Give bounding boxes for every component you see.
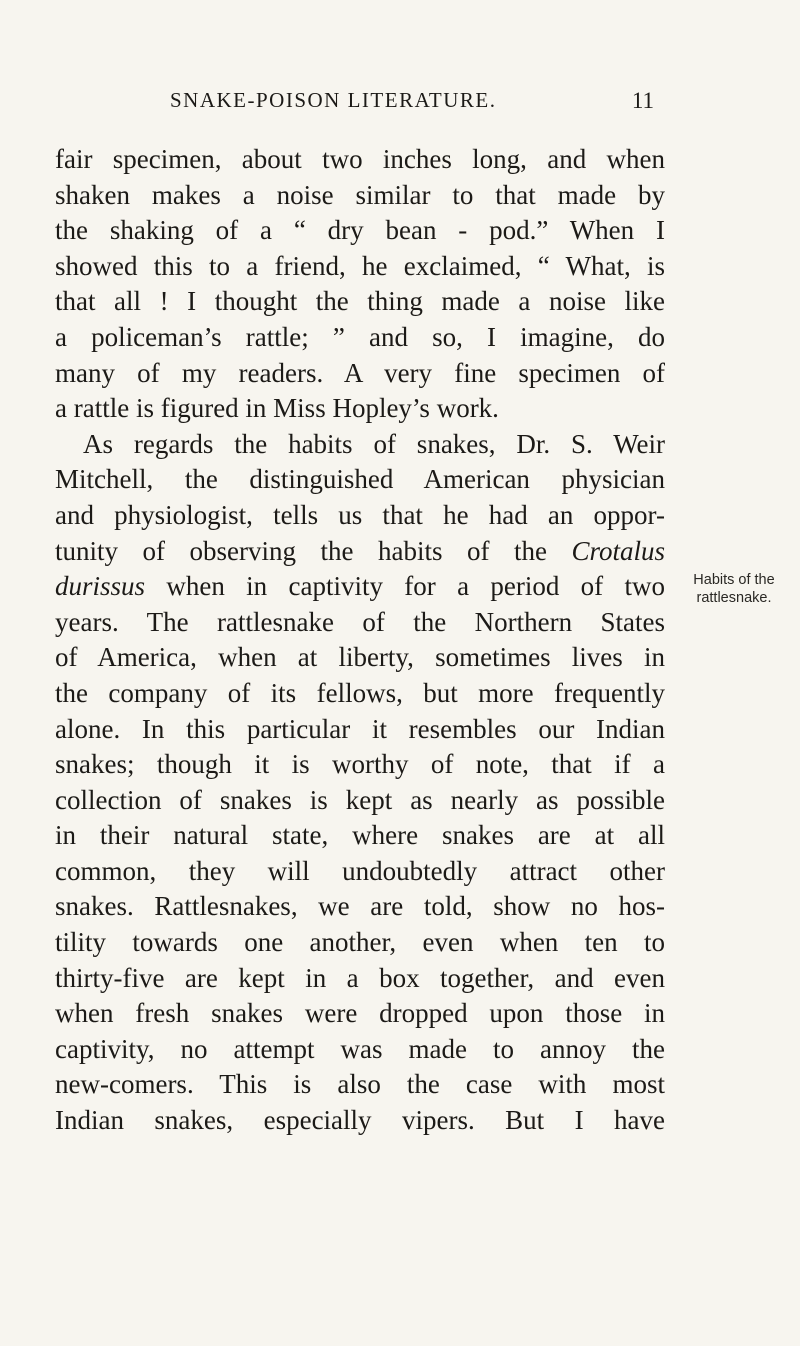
text-line-12-roman: tunity of observing the habits of the — [55, 535, 572, 566]
italic-durissus: durissus — [55, 571, 146, 602]
text-line-5: that all ! I thought the thing made a noise like — [55, 286, 665, 317]
text-line-16: the company of its fellows, but more frequently — [55, 677, 665, 708]
text-line-17: alone. In this particular it resembles our Indian — [55, 713, 665, 744]
italic-crotalus: Crotalus — [571, 535, 665, 566]
text-line-14: years. The rattlesnake of the Northern States — [55, 606, 665, 637]
margin-note — [670, 571, 798, 607]
text-line-26: captivity, no attempt was made to annoy the — [55, 1033, 665, 1064]
text-line-18: snakes; though it is worthy of note, that if a — [55, 749, 665, 780]
text-line-24: thirty-five are kept in a box together, and even — [55, 962, 665, 993]
text-line-22: snakes. Rattlesnakes, we are told, show no hos- — [55, 891, 665, 922]
text-line-10: Mitchell, the distinguished American physician — [55, 464, 665, 495]
running-title: SNAKE-POISON LITERATURE. — [170, 88, 497, 112]
text-line-9: As regards the habits of snakes, Dr. S. Weir — [83, 428, 665, 459]
text-line-20: in their natural state, where snakes are at all — [55, 820, 665, 851]
margin-note-line-2: rattlesnake. — [696, 590, 772, 606]
text-line-12 — [55, 534, 665, 570]
text-line-13-roman: when in captivity for a period of two — [145, 571, 665, 602]
text-line-8: a rattle is figured in Miss Hopley’s work. — [55, 393, 499, 424]
text-line-6: a policeman’s rattle; ” and so, I imagine, do — [55, 321, 665, 352]
text-line-4: showed this to a friend, he exclaimed, “ What, is — [55, 250, 665, 281]
page-number: 11 — [631, 88, 654, 113]
text-line-1: fair specimen, about two inches long, and when — [55, 144, 665, 174]
text-line-3: the shaking of a “ dry bean - pod.” When I — [55, 215, 665, 246]
running-head — [170, 88, 654, 118]
text-line-23: tility towards one another, even when ten to — [55, 927, 665, 958]
text-line-7: many of my readers. A very fine specimen of — [55, 357, 665, 388]
text-line-25: when fresh snakes were dropped upon those in — [55, 998, 665, 1029]
text-line-21: common, they will undoubtedly attract other — [55, 855, 665, 886]
text-line-11: and physiologist, tells us that he had an oppor- — [55, 499, 665, 530]
text-line-28: Indian snakes, especially vipers. But I have — [55, 1105, 665, 1136]
body-text — [55, 142, 665, 1139]
text-line-15: of America, when at liberty, sometimes lives in — [55, 642, 665, 673]
text-line-13 — [55, 569, 665, 605]
text-line-19: collection of snakes is kept as nearly as possible — [55, 784, 665, 815]
text-line-2: shaken makes a noise similar to that made by — [55, 179, 665, 210]
text-line-27: new-comers. This is also the case with most — [55, 1069, 665, 1100]
margin-note-line-1: Habits of the — [693, 572, 775, 588]
